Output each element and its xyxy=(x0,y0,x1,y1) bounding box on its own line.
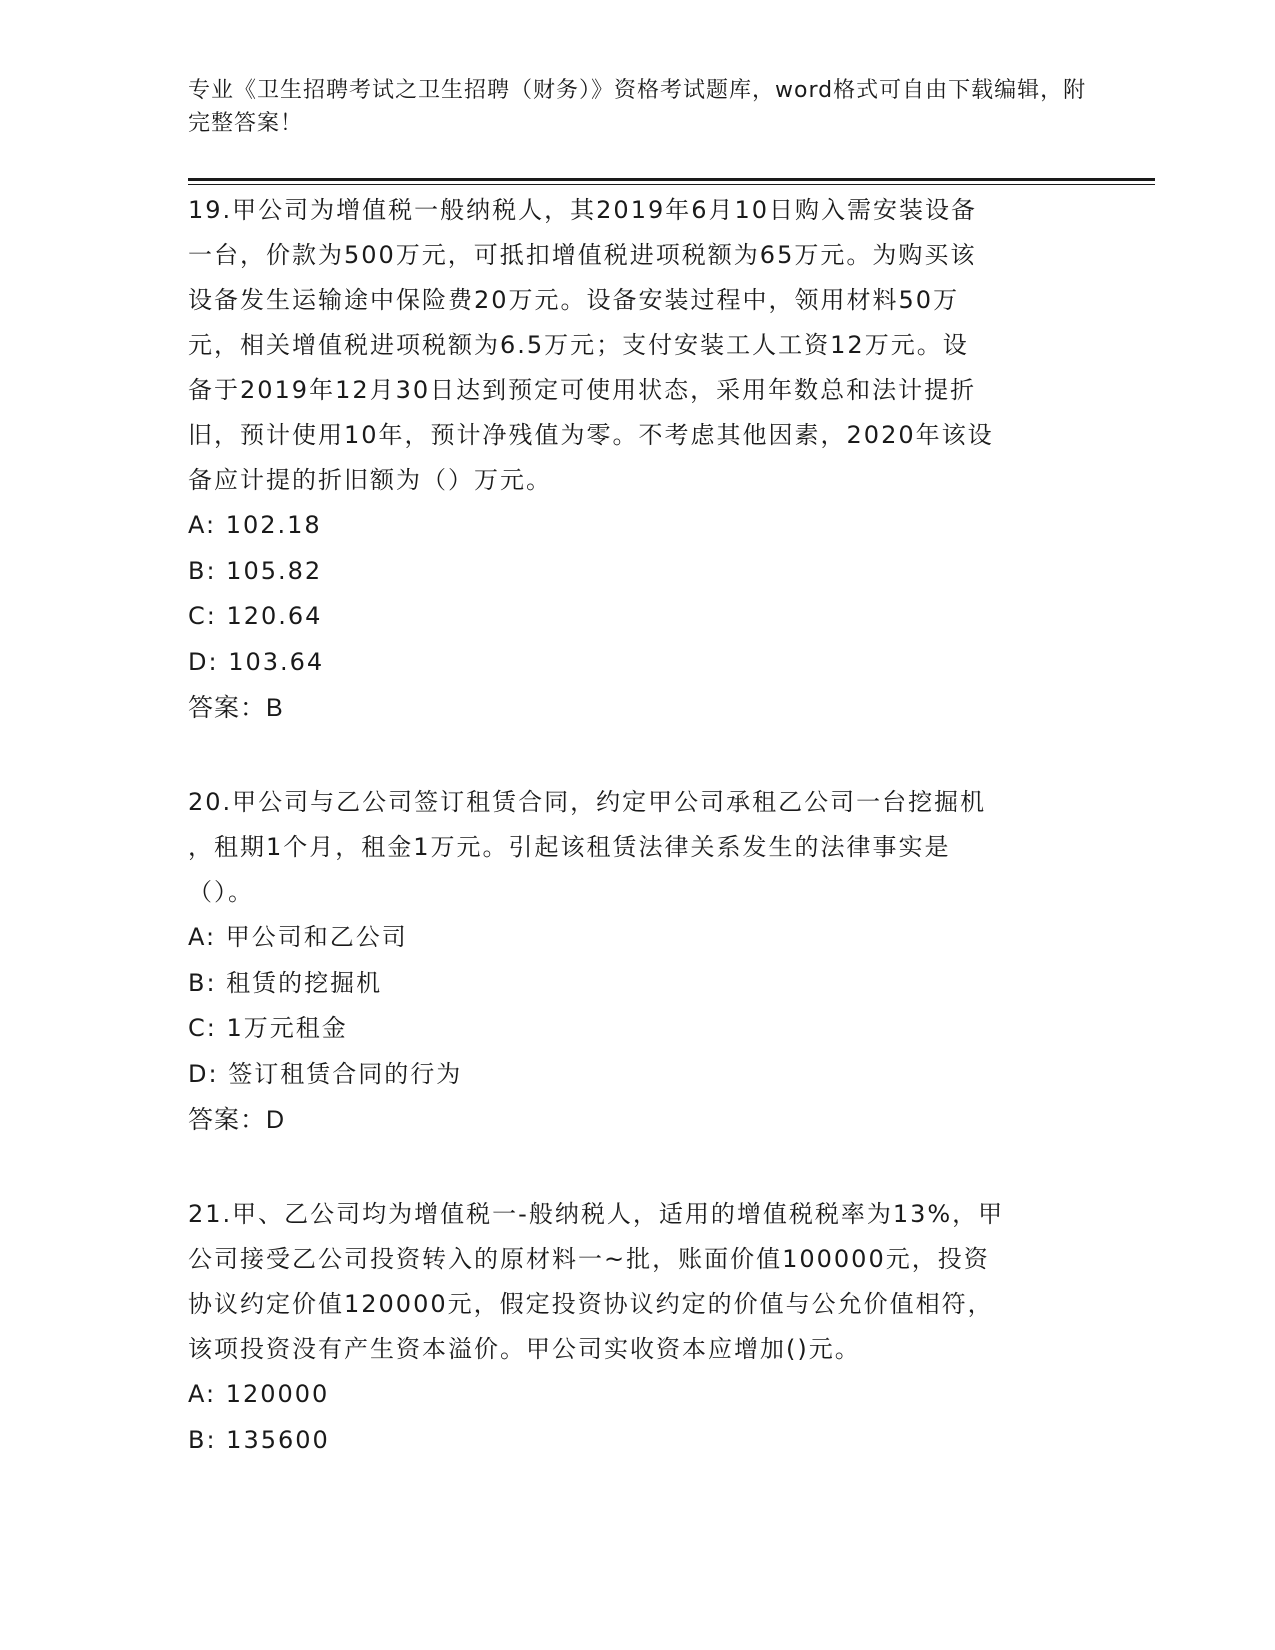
question-21-option-b: B: 135600 xyxy=(188,1425,330,1454)
question-19-line: 19.甲公司为增值税一般纳税人，其2019年6月10日购入需安装设备 xyxy=(188,196,978,224)
question-19-option-d: D: 103.64 xyxy=(188,647,325,676)
question-19-line: 备应计提的折旧额为（）万元。 xyxy=(188,466,552,494)
question-21-option-a: A: 120000 xyxy=(188,1380,330,1408)
question-19-line: 一台，价款为500万元，可抵扣增值税进项税额为65万元。为购买该 xyxy=(188,241,977,269)
question-21-line: 公司接受乙公司投资转入的原材料一~批，账面价值100000元，投资 xyxy=(188,1245,990,1273)
question-20-line: 20.甲公司与乙公司签订租赁合同，约定甲公司承租乙公司一台挖掘机 xyxy=(188,788,987,816)
question-20-line: （）。 xyxy=(188,878,254,906)
question-19-answer: 答案：B xyxy=(188,694,284,722)
question-19-option-c: C: 120.64 xyxy=(188,602,323,630)
question-21-line: 该项投资没有产生资本溢价。甲公司实收资本应增加()元。 xyxy=(188,1335,861,1363)
question-19-line: 备于2019年12月30日达到预定可使用状态，采用年数总和法计提折 xyxy=(188,376,977,404)
question-21-line: 21.甲、乙公司均为增值税一-般纳税人，适用的增值税税率为13%，甲 xyxy=(188,1200,1005,1228)
question-20-option-c: C: 1万元租金 xyxy=(188,1014,348,1042)
question-20-answer: 答案：D xyxy=(188,1106,286,1134)
question-19-option-b: B: 105.82 xyxy=(188,556,323,585)
question-21-line: 协议约定价值120000元，假定投资协议约定的价值与公允价值相符， xyxy=(188,1290,994,1318)
question-20-line: ，租期1个月，租金1万元。引起该租赁法律关系发生的法律事实是 xyxy=(188,833,951,861)
question-19-line: 旧，预计使用10年，预计净残值为零。不考虑其他因素，2020年该设 xyxy=(188,421,994,449)
question-20 xyxy=(188,780,1088,1143)
question-20-option-b: B: 租赁的挖掘机 xyxy=(188,968,383,997)
question-19-option-a: A: 102.18 xyxy=(188,511,322,539)
question-20-option-d: D: 签订租赁合同的行为 xyxy=(188,1059,463,1088)
question-19 xyxy=(188,188,1088,731)
question-19-line: 设备发生运输途中保险费20万元。设备安装过程中，领用材料50万 xyxy=(188,286,960,314)
question-20-option-a: A: 甲公司和乙公司 xyxy=(188,923,408,951)
document-header xyxy=(188,74,1088,140)
question-19-line: 元，相关增值税进项税额为6.5万元；支付安装工人工资12万元。设 xyxy=(188,331,969,359)
header-text: 专业《卫生招聘考试之卫生招聘（财务）》资格考试题库，word格式可自由下载编辑，附完整答案！ xyxy=(188,78,1087,136)
header-rule-thick xyxy=(188,178,1155,181)
question-21 xyxy=(188,1192,1088,1463)
header-rule-thin xyxy=(188,184,1155,185)
